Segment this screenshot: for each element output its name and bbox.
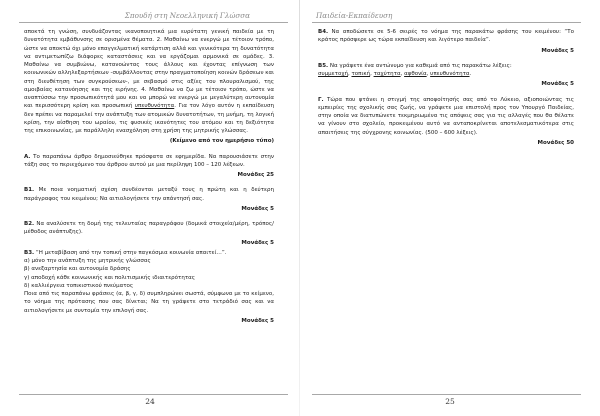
word-1: συμμετοχή <box>318 71 348 77</box>
question-b5-text: Να γράψετε ένα αντώνυμο για καθεμιά από τις παρακάτω λέξεις: <box>329 62 512 69</box>
question-a <box>24 153 274 170</box>
question-b2 <box>24 220 274 237</box>
question-b2-text: Να αναλύσετε τη δομή της τελευταίας παραγράφου (δομικά στοιχεία/μέρη, τρόπος/μέθοδος ανάπτυξης). <box>24 221 275 236</box>
article-underlined-word: υπευθυνότητα <box>134 103 175 110</box>
word-4: αφθονία <box>404 71 427 77</box>
question-b5-number: Β5. <box>318 62 329 69</box>
question-b2-marks: Μονάδες 5 <box>241 239 274 246</box>
question-b1 <box>24 186 274 203</box>
question-b5-words: συμμετοχή, τοπική, ταχύτητα, αφθονία, υπευθυνότητα. <box>318 71 472 77</box>
page-number-left: 24 <box>145 397 155 406</box>
question-g-number: Γ. <box>318 96 324 103</box>
question-g-text: Τώρα που φτάνει η στιγμή της αποφοίτησής σας από το Λύκειο, αξιοποιώντας τις εμπειρίες της σχολικής σας ζωής, να γράψετε μια επιστολή προς τον Υπουργό Παιδείας, στην οποία να διατυπώνετε τεκμηριωμένα τις απόψεις σας για τις αλλαγές που θα θέλατε να γίνουν στο σχολείο, προκειμένου αυτό να ανταποκρίνεται αποτελεσματικότερα στις απαιτήσεις της σύγχρονης κοινωνίας. (500 – 600 λέξεις). <box>318 96 574 136</box>
option-c: γ) αποδοχή κάθε κοινωνικής και πολιτισμικής ιδιαιτερότητας <box>24 274 195 281</box>
question-b3 <box>24 249 274 257</box>
question-b5-marks: Μονάδες 5 <box>541 81 574 88</box>
footer-rule-right <box>312 394 581 395</box>
question-b4 <box>318 28 574 45</box>
running-head-left: Σπουδή στη Νεοελληνική Γλώσσα <box>124 11 250 20</box>
header-rule-right <box>312 22 581 23</box>
article-source: (Κείμενο από τον ημερήσιο τύπο) <box>169 138 274 145</box>
question-b2-number: Β2. <box>24 221 35 227</box>
question-a-marks: Μονάδες 25 <box>237 172 274 178</box>
question-b5 <box>318 62 574 70</box>
left-page-content <box>24 28 274 325</box>
article-part-1: αποκτά τη γνώση, συνδυάζοντας ικανοποιητικά μια ευρύτατη γενική παιδεία με τη δυνατότητα εμβάθυνσης σε ορισμένα θέματα. 2. Μαθαίνω να ενεργώ με τέτοιον τρόπο, ώστε να αποκτώ όχι μόνο επαγγελματική κατάρτιση αλλά και γενικότερα τη δυνατότητα να αντιμετωπίζω διάφορες καταστάσεις και να εργάζομαι αρμονικά σε ομάδες. 3. Μαθαίνω να συμβιώνω, κατανοώντας τους άλλους και έχοντας επίγνωση των κοινωνικών αλληλεξαρτήσεων -συμβάλλοντας στην πραγματοποίηση κοινών δράσεων και στη διευθέτηση των συγκρούσεων-, με σεβασμό στις αξίες του πλουραλισμού, της αμοιβαίας κατανόησης και της ειρήνης. 4. Μαθαίνω να ζω με τέτοιον τρόπο, ώστε να αναπτύσσω την προσωπικότητά μου και να μπορώ να ενεργώ με μεγαλύτερη αυτονομία και περισσότερη κρίση και προσωπική <box>24 29 275 110</box>
question-b3-options <box>24 257 274 290</box>
question-b4-number: Β4. <box>318 29 329 35</box>
question-a-text: Το παραπάνω άρθρο δημοσιεύθηκε πρόσφατα σε εφημερίδα. Να παρουσιάσετε στην τάξη σας το περιεχόμενο του άρθρου αυτού με μια περίληψη 100 – 120 λέξεων. <box>24 153 274 168</box>
header-rule-left <box>19 22 288 23</box>
question-b1-text: Με ποια νοηματική σχέση συνδέονται μεταξύ τους η πρώτη και η δεύτερη παράγραφος του κειμένου; Να αιτιολογήσετε την απάντησή σας. <box>24 187 274 202</box>
option-d: δ) καλλιέργεια τοπικιστικού πνεύματος <box>24 282 134 289</box>
question-b3-number: Β3. <box>24 249 35 256</box>
article-part-2: . Για τον λόγο αυτόν η εκπαίδευση δεν πρέπει να παραμελεί την ανάπτυξη των ατομικών δυνατοτήτων, τη μνήμη, τη λογική κρίση, την αίσθηση του ωραίου, τις φυσικές ικανότητες του ατόμου και τη δεξιότητα της επικοινωνίας, με παράλληλη ενασχόληση στη χρήση της μητρικής γλώσσας. <box>24 103 274 134</box>
word-2: τοπική <box>351 71 371 77</box>
question-b3-marks: Μονάδες 5 <box>241 317 274 324</box>
question-a-number: Α. <box>24 153 31 160</box>
word-5: υπευθυνότητα <box>430 71 470 77</box>
right-page-content <box>318 28 574 147</box>
question-b1-marks: Μονάδες 5 <box>241 205 274 212</box>
question-g <box>318 96 574 137</box>
article-text <box>24 28 274 135</box>
question-b1-number: Β1. <box>24 187 35 194</box>
word-3: ταχύτητα <box>373 71 401 77</box>
right-page <box>300 0 600 416</box>
option-b: β) ανεξαρτησία και αυτονομία δράσης <box>24 266 131 273</box>
question-g-marks: Μονάδες 50 <box>537 139 574 146</box>
question-b3-followup: Ποια από τις παραπάνω φράσεις (α, β, γ, δ) συμπληρώνει σωστά, σύμφωνα με το κείμενο, το νόημα της πρότασης που σας δίνεται; Να τη γράψετε στο τετράδιό σας και να αιτιολογήσετε με συντομία την επιλογή σας. <box>24 291 274 314</box>
footer-rule-left <box>19 394 288 395</box>
option-a: α) μόνο την ανάπτυξη της μητρικής γλώσσας <box>24 258 151 264</box>
question-b3-intro: “Η μεταβίβαση από την τοπική στην παγκόσμια κοινωνία απαιτεί…”. <box>35 249 227 256</box>
question-b4-text: Να αποδώσετε σε 5-6 σειρές το νόημα της παρακάτω φράσης του κειμένου: “Το κράτος πρόσφερε ως τώρα εκπαίδευση και λιγότερο παιδεία”. <box>318 29 574 44</box>
question-b4-marks: Μονάδες 5 <box>541 47 574 54</box>
page-number-right: 25 <box>445 397 455 406</box>
running-head-right: Παιδεία-Εκπαίδευση <box>316 11 393 20</box>
